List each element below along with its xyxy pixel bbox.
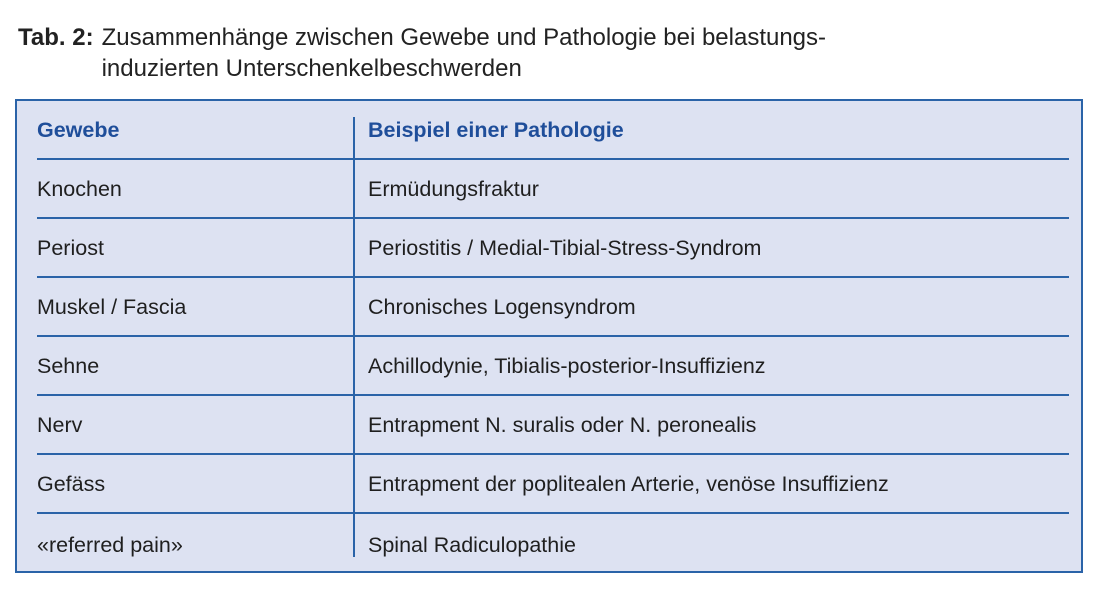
pathology-table bbox=[15, 99, 1083, 573]
cell-gewebe: «referred pain» bbox=[37, 533, 183, 557]
cell-pathologie: Achillodynie, Tibialis-posterior-Insuffizienz bbox=[368, 354, 766, 378]
cell-gewebe: Nerv bbox=[37, 413, 83, 437]
cell-gewebe: Knochen bbox=[37, 177, 122, 201]
table-row bbox=[37, 516, 1069, 575]
cell-pathologie: Entrapment der poplitealen Arterie, venöse Insuffizienz bbox=[368, 472, 889, 496]
row-separator bbox=[37, 512, 1069, 514]
header-pathologie: Beispiel einer Pathologie bbox=[368, 118, 624, 142]
caption-line-2: induzierten Unterschenkelbeschwerden bbox=[101, 55, 522, 82]
cell-pathologie: Chronisches Logensyndrom bbox=[368, 295, 636, 319]
table-row bbox=[37, 219, 1069, 278]
caption-text bbox=[102, 22, 1078, 84]
cell-gewebe: Periost bbox=[37, 236, 104, 260]
cell-pathologie: Entrapment N. suralis oder N. peronealis bbox=[368, 413, 757, 437]
cell-pathologie: Ermüdungsfraktur bbox=[368, 177, 539, 201]
cell-pathologie: Spinal Radiculopathie bbox=[368, 533, 576, 557]
cell-pathologie: Periostitis / Medial-Tibial-Stress-Syndrom bbox=[368, 236, 762, 260]
table-row bbox=[37, 160, 1069, 219]
caption-label: Tab. 2: bbox=[18, 24, 94, 51]
cell-gewebe: Gefäss bbox=[37, 472, 106, 496]
cell-gewebe: Muskel / Fascia bbox=[37, 295, 187, 319]
table-row bbox=[37, 337, 1069, 396]
caption-line-1: Zusammenhänge zwischen Gewebe und Pathologie bei belastungs- bbox=[101, 24, 827, 51]
table-row bbox=[37, 455, 1069, 514]
table-caption bbox=[18, 22, 1078, 84]
table-row bbox=[37, 396, 1069, 455]
table-row bbox=[37, 278, 1069, 337]
header-gewebe: Gewebe bbox=[37, 118, 120, 142]
cell-gewebe: Sehne bbox=[37, 354, 100, 378]
table-header-row bbox=[37, 101, 1069, 160]
